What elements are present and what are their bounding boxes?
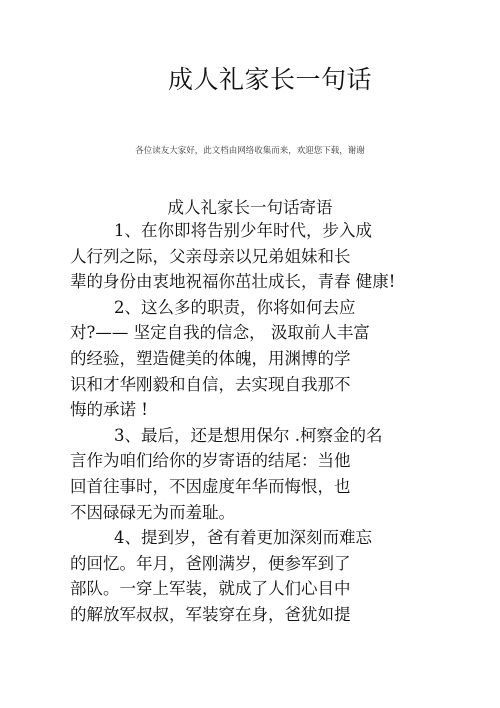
paragraph-2-line-3: 的经验，塑造健美的体魄，用渊博的学: [70, 348, 351, 368]
document-title: 成人礼家长一句话: [167, 65, 372, 94]
body-text: [70, 218, 490, 628]
paragraph-3-line-3: 回首往事时，不因虚度年华而悔恨，也: [70, 476, 351, 496]
section-title: 成人礼家长一句话寄语: [167, 198, 333, 217]
download-notice: 各位读友大家好，此文档由网络收集而来，欢迎您下载，谢谢: [135, 146, 365, 156]
paragraph-4-line-3: 部队。一穿上军装，就成了人们心目中: [70, 579, 351, 599]
paragraph-2-line-5: 悔的承诺 !: [70, 400, 148, 420]
paragraph-4-line-4: 的解放军叔叔，军装穿在身，爸犹如提: [70, 604, 351, 624]
paragraph-4-line-1: 4、提到岁，爸有着更加深刻而难忘: [114, 528, 372, 548]
paragraph-1-line-3: 辈的身份由衷地祝福你茁壮成长，青春 健康!: [70, 272, 396, 292]
paragraph-2-line-2: 对?—— 坚定自我的信念， 汲取前人丰富: [70, 323, 370, 343]
paragraph-1-line-2: 人行列之际，父亲母亲以兄弟姐妹和长: [70, 246, 351, 266]
paragraph-3-line-4: 不因碌碌无为而羞耻。: [70, 502, 235, 522]
paragraph-2-line-4: 识和才华刚毅和自信，去实现自我那不: [70, 374, 351, 394]
paragraph-4-line-2: 的回忆。年月，爸刚满岁，便参军到了: [70, 553, 351, 573]
paragraph-3-line-2: 言作为咱们给你的岁寄语的结尾：当他: [70, 451, 351, 471]
paragraph-2-line-1: 2、这么多的职责，你将如何去应: [114, 297, 356, 317]
paragraph-3-line-1: 3、最后，还是想用保尔 .柯察金的名: [114, 425, 383, 445]
paragraph-1-line-1: 1、在你即将告别少年时代，步入成: [114, 221, 372, 240]
